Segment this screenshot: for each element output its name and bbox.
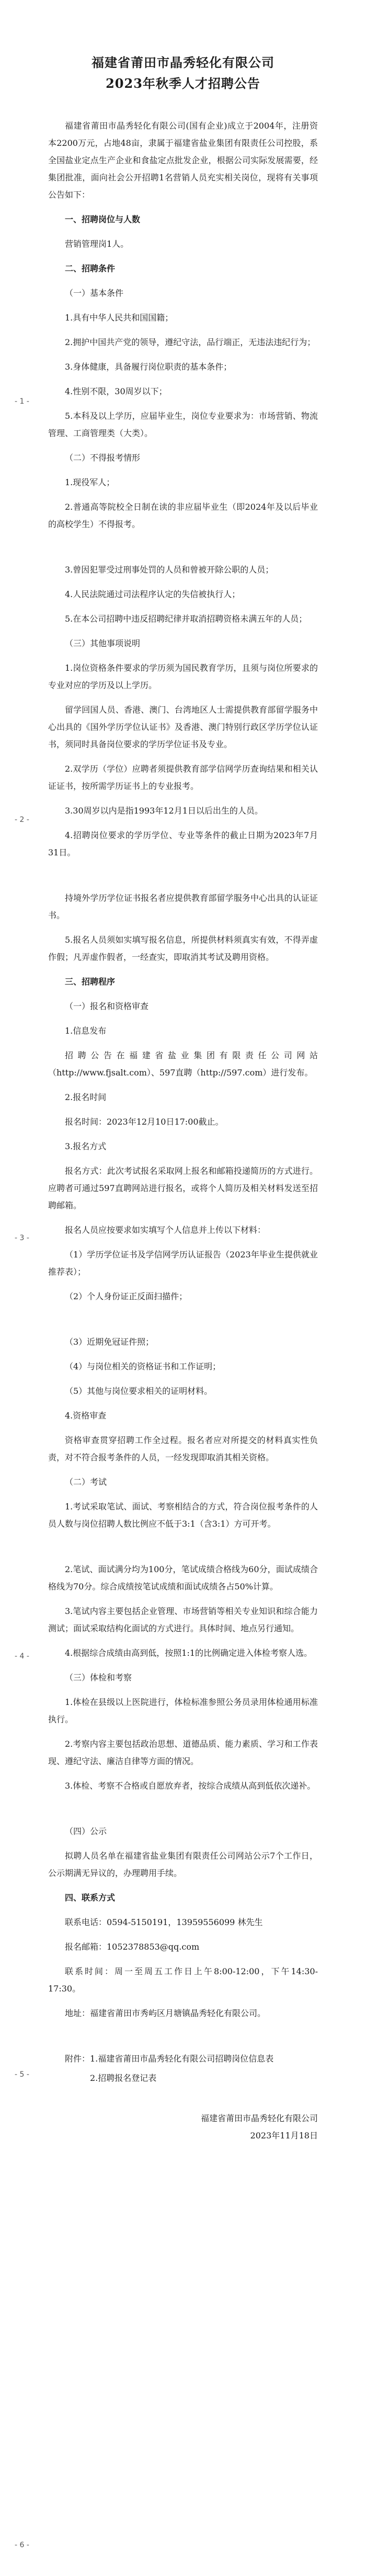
subsection-heading: （一）报名和资格审查	[65, 1001, 149, 1011]
paragraph: 报名方式：此次考试报名采取网上报名和邮箱投递简历的方式进行。应聘者可通过597直聘网站进行报名，或将个人简历及相关材料发送至招聘邮箱。	[48, 1166, 318, 1210]
contact-email: 报名邮箱：1052378853@qq.com	[65, 1942, 200, 1952]
title-block	[48, 52, 318, 94]
list-item: 3.笔试内容主要包括企业管理、市场营销等相关专业知识和综合能力测试；面试采取结构化面试的方式进行。具体时间、地点另行通知。	[48, 1606, 318, 1633]
subsection-heading: （二）不得报考情形	[65, 453, 141, 463]
list-item: 3.30周岁以内是指1993年12月1日以后出生的人员。	[65, 806, 263, 816]
list-item: 1.具有中华人民共和国国籍；	[65, 313, 174, 323]
list-item: 2.双学历（学位）应聘者须提供教育部学信网学历查询结果和相关认证证书，按所需学历证书上的专业报考。	[48, 764, 318, 791]
contact-hours: 联系时间：周一至周五工作日上午8:00-12:00，下午14:30-17:30。	[48, 1966, 318, 1994]
subsection-heading: （四）公示	[65, 1826, 107, 1836]
section-heading: 四、联系方式	[65, 1893, 116, 1903]
signature-org: 福建省莆田市晶秀轻化有限公司	[200, 2113, 318, 2123]
list-item: （4）与岗位相关的资格证书和工作证明；	[65, 1361, 221, 1371]
paragraph: 持境外学历学位证书报名者应提供教育部留学服务中心出具的认证证书。	[48, 893, 318, 920]
section-heading: 三、招聘程序	[65, 977, 116, 987]
list-item: （3）近期免冠证件照；	[65, 1337, 154, 1347]
list-item: 2.拥护中国共产党的领导，遵纪守法，品行端正，无违法违纪行为；	[65, 337, 316, 347]
attachment-1: 附件：1.福建省莆田市晶秀轻化有限公司招聘岗位信息表	[65, 2054, 274, 2064]
list-item: 2.考察内容主要包括政治思想、道德品质、能力素质、学习和工作表现、遵纪守法、廉洁自律等方面的情况。	[48, 1739, 318, 1766]
subsection-heading: （二）考试	[65, 1477, 107, 1487]
list-item: 1.考试采取笔试、面试、考察相结合的方式，符合岗位报考条件的人员人数与岗位招聘人数比例应不低于3:1（含3:1）方可开考。	[48, 1502, 318, 1529]
document-body	[48, 52, 318, 2144]
list-item: 3.体检、考察不合格或自愿放弃者，按综合成绩从高到低依次递补。	[65, 1781, 316, 1791]
list-item: 1.体检在县级以上医院进行，体检标准参照公务员录用体检通用标准执行。	[48, 1697, 318, 1724]
list-item: 3.身体健康，具备履行岗位职责的基本条件；	[65, 362, 232, 372]
list-item: 2.笔试、面试满分均为100分，笔试成绩合格线为60分，面试成绩合格线为70分。综合成绩按笔试成绩和面试成绩各占50%计算。	[48, 1564, 318, 1592]
page-subtitle: 2023年秋季人才招聘公告	[106, 76, 260, 91]
list-item: 2.普通高等院校全日制在读的非应届毕业生（即2024年及以后毕业的高校学生）不得报考。	[48, 502, 318, 529]
section-heading: 二、招聘条件	[65, 264, 116, 273]
paragraph: 招聘公告在福建省盐业集团有限责任公司网站（http://www.fjsalt.com）、597直聘（http://597.com）进行发布。	[48, 1050, 318, 1078]
subsection-heading: （三）其他事项说明	[65, 638, 141, 648]
section-heading: 一、招聘岗位与人数	[65, 214, 141, 224]
paragraph: 报名时间：2023年12月10日17:00截止。	[65, 1117, 224, 1127]
page-number: - 4 -	[15, 1652, 29, 1661]
page-number: - 2 -	[15, 816, 29, 824]
paragraph: 营销管理岗1人。	[65, 239, 129, 249]
subsection-heading: （一）基本条件	[65, 288, 124, 298]
page-number: - 5 -	[15, 2070, 29, 2079]
page-number: - 3 -	[15, 1234, 29, 1242]
list-item: 5.在本公司招聘中违反招聘纪律并取消招聘资格未满五年的人员；	[65, 614, 307, 624]
paragraph: 报名人员应按要求如实填写个人信息并上传以下材料：	[65, 1225, 266, 1235]
page-number: - 6 -	[15, 2541, 29, 2549]
list-item: （5）其他与岗位要求相关的证明材料。	[65, 1386, 213, 1396]
list-item: （2）个人身份证正反面扫描件；	[65, 1291, 188, 1301]
contact-phone: 联系电话：0594-5150191，13959556099 林先生	[65, 1917, 263, 1927]
paragraph: 拟聘人员名单在福建省盐业集团有限责任公司网站公示7个工作日，公示期满无异议的，办理聘用手续。	[48, 1851, 318, 1878]
list-item: 1.现役军人；	[65, 477, 115, 487]
list-item: 3.曾因犯罪受过刑事处罚的人员和曾被开除公职的人员；	[65, 565, 274, 575]
list-item: 4.根据综合成绩由高到低，按照1:1的比例确定进入体检考察人选。	[65, 1648, 313, 1658]
list-item: 1.岗位资格条件要求的学历须为国民教育学历，且须与岗位所要求的专业对应的学历及以上学历。	[48, 663, 318, 690]
list-item: 4.资格审查	[65, 1411, 107, 1421]
contact-address: 地址：福建省莆田市秀屿区月塘镇晶秀轻化有限公司。	[65, 2008, 266, 2018]
paragraph: 留学回国人员、香港、澳门、台湾地区人士需提供教育部留学服务中心出具的《国外学历学位认证书》及香港、澳门特别行政区学历学位认证书，须同时具备岗位要求的学历学位证书及专业。	[48, 705, 318, 749]
list-item: 4.招聘岗位要求的学历学位、专业等条件的截止日期为2023年7月31日。	[48, 830, 318, 857]
list-item: 1.信息发布	[65, 1026, 107, 1036]
attachment-2: 2.招聘报名登记表	[90, 2073, 157, 2083]
list-item: 5.本科及以上学历，应届毕业生，岗位专业要求为：市场营销、物流管理、工商管理类（大类）。	[48, 411, 318, 438]
intro-paragraph: 福建省莆田市晶秀轻化有限公司(国有企业)成立于2004年，注册资本2200万元，占地48亩，隶属于福建省盐业集团有限责任公司控股，系全国盐业定点生产企业和食盐定点批发企业，根据公司实际发展需要，经集团批准，面向社会公开招聘1名营销人员充实相关岗位，现将有关事项公告如下：	[48, 121, 318, 200]
list-item: 4.人民法院通过司法程序认定的失信被执行人；	[65, 589, 241, 599]
subsection-heading: （三）体检和考察	[65, 1673, 132, 1682]
page-number: - 1 -	[15, 397, 29, 406]
paragraph: 资格审查贯穿招聘工作全过程。报名者应对所提交的材料真实性负责，对不符合报考条件的人员，一经发现即取消其相关资格。	[48, 1435, 318, 1462]
list-item: 5.报名人员须如实填写报名信息，所提供材料须真实有效，不得弄虚作假；凡弄虚作假者，一经查实，即取消其考试及聘用资格。	[48, 935, 318, 962]
list-item: 3.报名方式	[65, 1141, 107, 1151]
list-item: 2.报名时间	[65, 1092, 107, 1102]
page-title: 福建省莆田市晶秀轻化有限公司	[92, 55, 274, 70]
list-item: 4.性别不限，30周岁以下；	[65, 386, 167, 396]
signature-date: 2023年11月18日	[250, 2131, 318, 2140]
list-item: （1）学历学位证书及学信网学历认证报告（2023年毕业生提供就业推荐表）；	[48, 1250, 318, 1277]
